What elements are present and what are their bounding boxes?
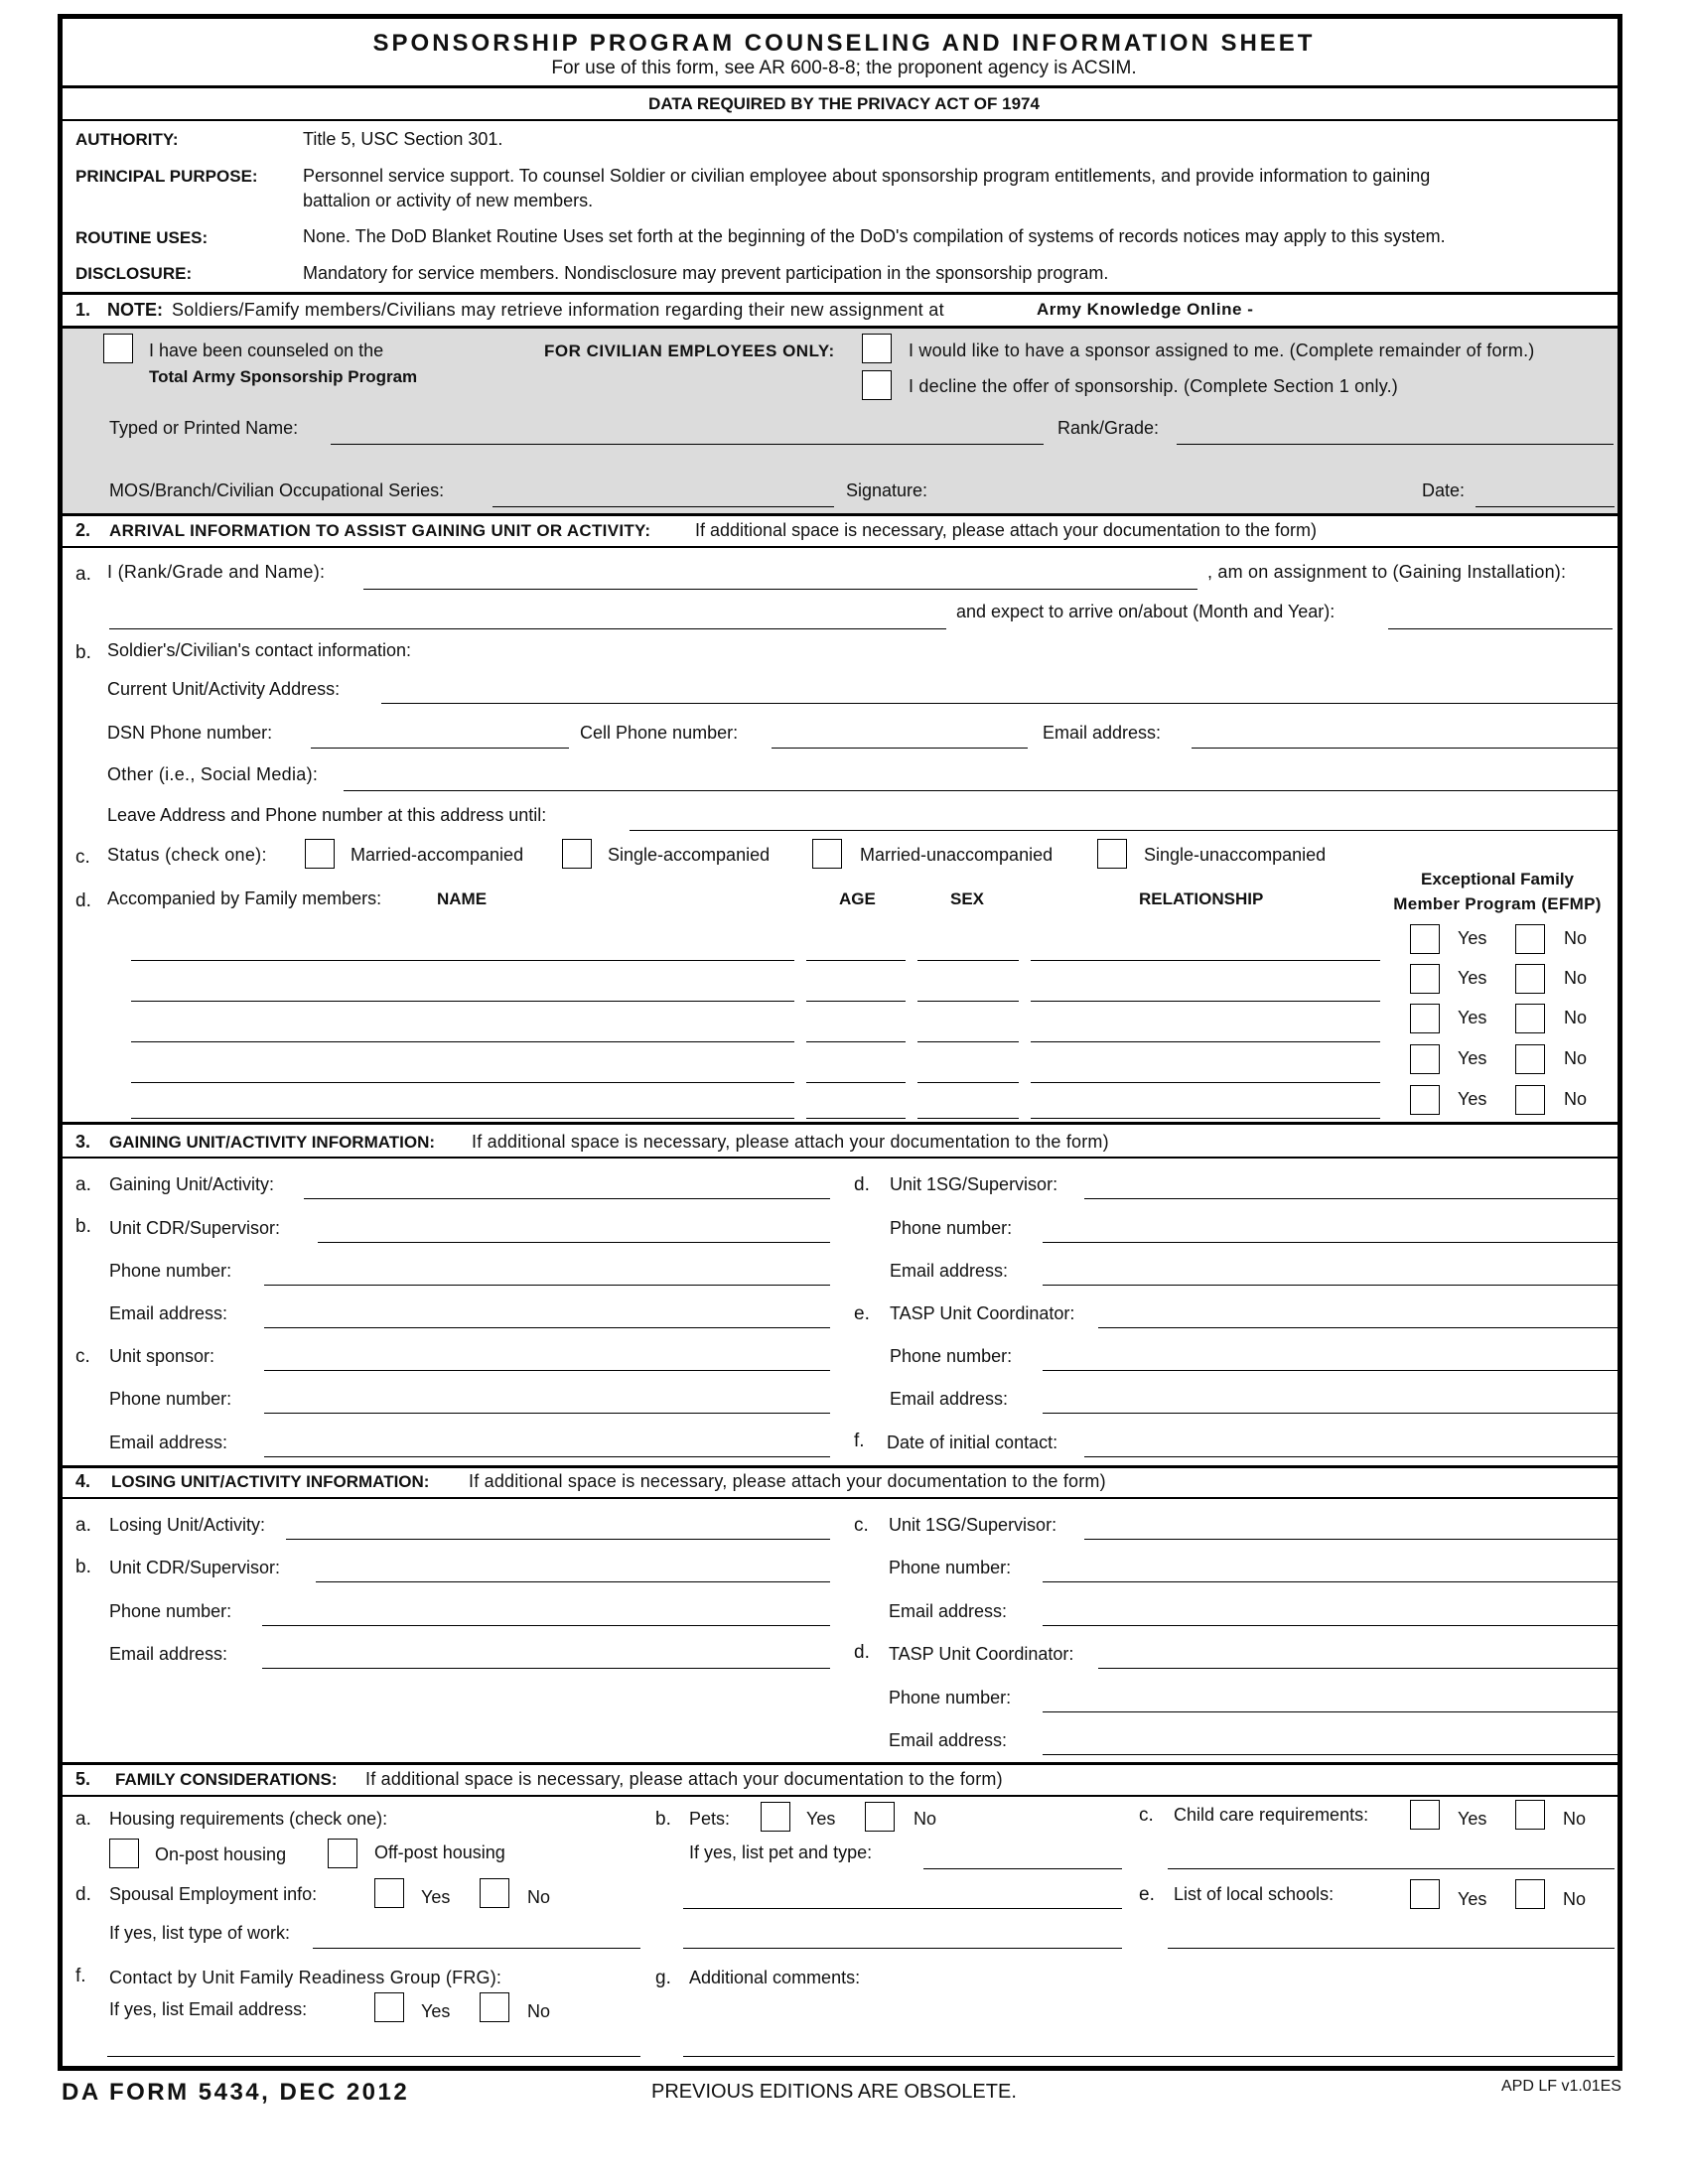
section1-note-site: Army Knowledge Online - (1037, 300, 1254, 319)
rank-grade-label: Rank/Grade: (1057, 418, 1160, 438)
decline-sponsor-checkbox[interactable] (862, 370, 892, 400)
pets-no-label: No (914, 1809, 937, 1829)
gaining-1sg-label: Unit 1SG/Supervisor: (890, 1174, 1058, 1194)
disclosure-text: Mandatory for service members. Nondisclosure may prevent participation in the sponsorship program. (303, 263, 1109, 283)
item-5g-letter: g. (655, 1968, 671, 1988)
single-unaccompanied-label: Single-unaccompanied (1144, 845, 1327, 865)
schools-no-label: No (1563, 1889, 1587, 1909)
pets-list-label: If yes, list pet and type: (689, 1843, 873, 1862)
gaining-1sg-email-label: Email address: (890, 1261, 1009, 1281)
married-unaccompanied-checkbox[interactable] (812, 839, 842, 869)
family-2-name-field[interactable] (131, 1001, 794, 1002)
sponsor-email-field[interactable] (264, 1456, 830, 1457)
section5-heading: FAMILY CONSIDERATIONS: (115, 1770, 338, 1789)
gaining-cdr-label: Unit CDR/Supervisor: (109, 1218, 281, 1238)
pets-yes-checkbox[interactable] (761, 1802, 790, 1832)
efmp-1-yes-checkbox[interactable] (1410, 924, 1440, 954)
email-label: Email address: (1043, 723, 1162, 743)
divider (58, 119, 1622, 121)
sponsor-request-checkbox[interactable] (862, 334, 892, 363)
frg-no-checkbox[interactable] (480, 1992, 509, 2022)
efmp-1-no-checkbox[interactable] (1515, 924, 1545, 954)
gaining-installation-field[interactable] (109, 628, 946, 629)
divider (58, 1122, 1622, 1125)
efmp-5-no-checkbox[interactable] (1515, 1085, 1545, 1115)
work-list-field[interactable] (313, 1948, 640, 1949)
efmp-5-yes-checkbox[interactable] (1410, 1085, 1440, 1115)
rank-name-label: I (Rank/Grade and Name): (107, 562, 326, 582)
spousal-employment-label: Spousal Employment info: (109, 1884, 318, 1904)
dsn-phone-field[interactable] (311, 748, 569, 749)
family-4-name-field[interactable] (131, 1082, 794, 1083)
date-label: Date: (1422, 480, 1466, 500)
family-5-name-field[interactable] (131, 1118, 794, 1119)
efmp-3-yes-label: Yes (1458, 1008, 1487, 1027)
date-field[interactable] (1476, 506, 1615, 507)
losing-cdr-phone-field[interactable] (262, 1625, 830, 1626)
unit-sponsor-label: Unit sponsor: (109, 1346, 215, 1366)
local-schools-label: List of local schools: (1174, 1884, 1335, 1904)
additional-comments-label: Additional comments: (689, 1968, 861, 1987)
losing-1sg-phone-field[interactable] (1043, 1581, 1622, 1582)
item-4d-letter: d. (854, 1642, 870, 1663)
efmp-2-yes-checkbox[interactable] (1410, 964, 1440, 994)
married-accompanied-checkbox[interactable] (305, 839, 335, 869)
social-media-field[interactable] (344, 790, 1622, 791)
divider (58, 1762, 1622, 1765)
losing-cdr-label: Unit CDR/Supervisor: (109, 1558, 281, 1577)
gaining-tasp-email-label: Email address: (890, 1389, 1009, 1409)
authority-label: AUTHORITY: (75, 130, 179, 149)
gaining-cdr-phone-field[interactable] (264, 1285, 830, 1286)
child-care-no-checkbox[interactable] (1515, 1800, 1545, 1830)
losing-tasp-email-field[interactable] (1043, 1754, 1622, 1755)
dsn-phone-label: DSN Phone number: (107, 723, 273, 743)
item-3e-letter: e. (854, 1303, 870, 1324)
item-2d-letter: d. (75, 890, 91, 911)
losing-cdr-email-label: Email address: (109, 1644, 228, 1664)
arrival-date-field[interactable] (1388, 628, 1613, 629)
section2-heading: ARRIVAL INFORMATION TO ASSIST GAINING UNIT OR ACTIVITY: (109, 521, 651, 540)
married-accompanied-label: Married-accompanied (351, 845, 524, 865)
cell-phone-field[interactable] (772, 748, 1028, 749)
gaining-1sg-phone-label: Phone number: (890, 1218, 1013, 1238)
spousal-yes-checkbox[interactable] (374, 1878, 404, 1908)
cell-phone-label: Cell Phone number: (580, 723, 739, 743)
form-title: SPONSORSHIP PROGRAM COUNSELING AND INFORMATION SHEET (372, 30, 1316, 57)
mos-label: MOS/Branch/Civilian Occupational Series: (109, 480, 445, 500)
privacy-heading: DATA REQUIRED BY THE PRIVACY ACT OF 1974 (648, 94, 1040, 113)
section2-heading-note: If additional space is necessary, please attach your documentation to the form) (695, 520, 1318, 540)
col-name-header: NAME (437, 889, 488, 908)
routine-text: None. The DoD Blanket Routine Uses set forth at the beginning of the DoD's compilation of systems of records notices may apply to this system. (303, 226, 1446, 246)
rank-name-field[interactable] (363, 589, 1197, 590)
losing-1sg-phone-label: Phone number: (889, 1558, 1012, 1577)
frg-yes-label: Yes (421, 2001, 451, 2021)
section1-note-label: NOTE: (107, 300, 163, 320)
section5-heading-note: If additional space is necessary, please attach your documentation to the form) (365, 1769, 1003, 1789)
gaining-tasp-phone-field[interactable] (1043, 1370, 1622, 1371)
losing-tasp-label: TASP Unit Coordinator: (889, 1644, 1074, 1664)
family-2-relationship-field[interactable] (1031, 1001, 1380, 1002)
col-sex-header: SEX (950, 889, 985, 908)
efmp-2-no-label: No (1564, 968, 1588, 988)
frg-no-label: No (527, 2001, 551, 2021)
item-5d-letter: d. (75, 1884, 91, 1905)
efmp-4-no-label: No (1564, 1048, 1588, 1068)
unit-sponsor-field[interactable] (264, 1370, 830, 1371)
spousal-yes-label: Yes (421, 1887, 451, 1907)
efmp-1-yes-label: Yes (1458, 928, 1487, 948)
family-members-label: Accompanied by Family members: (107, 888, 382, 908)
family-3-age-field[interactable] (806, 1041, 906, 1042)
efmp-header-cont: Member Program (EFMP) (1393, 894, 1602, 913)
losing-1sg-email-field[interactable] (1043, 1625, 1622, 1626)
decline-sponsor-text: I decline the offer of sponsorship. (Complete Section 1 only.) (909, 376, 1398, 396)
efmp-4-yes-label: Yes (1458, 1048, 1487, 1068)
pets-list-field-3[interactable] (683, 1948, 1122, 1949)
family-1-age-field[interactable] (806, 960, 906, 961)
family-5-relationship-field[interactable] (1031, 1118, 1380, 1119)
gaining-tasp-email-field[interactable] (1043, 1413, 1622, 1414)
efmp-3-yes-checkbox[interactable] (1410, 1004, 1440, 1033)
section4-heading: LOSING UNIT/ACTIVITY INFORMATION: (111, 1472, 430, 1491)
item-2a-letter: a. (75, 564, 91, 585)
losing-unit-label: Losing Unit/Activity: (109, 1515, 266, 1535)
section4-heading-note: If additional space is necessary, please attach your documentation to the form) (469, 1471, 1106, 1491)
divider (58, 1795, 1622, 1797)
counseled-program: Total Army Sponsorship Program (149, 367, 418, 386)
frg-email-field[interactable] (107, 2056, 640, 2057)
off-post-housing-checkbox[interactable] (328, 1839, 357, 1868)
item-5f-letter: f. (75, 1966, 86, 1986)
family-1-relationship-field[interactable] (1031, 960, 1380, 961)
form-number: DA FORM 5434, DEC 2012 (62, 2079, 410, 2106)
family-4-sex-field[interactable] (917, 1082, 1019, 1083)
family-1-name-field[interactable] (131, 960, 794, 961)
efmp-5-no-label: No (1564, 1089, 1588, 1109)
gaining-unit-field[interactable] (304, 1198, 830, 1199)
obsolete-notice: PREVIOUS EDITIONS ARE OBSOLETE. (651, 2081, 1017, 2103)
section3-heading: GAINING UNIT/ACTIVITY INFORMATION: (109, 1133, 436, 1152)
family-2-sex-field[interactable] (917, 1001, 1019, 1002)
married-unaccompanied-label: Married-unaccompanied (860, 845, 1054, 865)
divider (58, 292, 1622, 295)
rank-grade-field[interactable] (1177, 444, 1614, 445)
pets-no-checkbox[interactable] (865, 1802, 895, 1832)
gaining-tasp-field[interactable] (1098, 1327, 1622, 1328)
item-5e-letter: e. (1139, 1884, 1155, 1905)
child-care-field[interactable] (1168, 1868, 1615, 1869)
schools-no-checkbox[interactable] (1515, 1879, 1545, 1909)
item-3d-letter: d. (854, 1174, 870, 1195)
efmp-2-yes-label: Yes (1458, 968, 1487, 988)
item-4b-letter: b. (75, 1557, 91, 1577)
item-2c-letter: c. (75, 847, 90, 868)
losing-1sg-email-label: Email address: (889, 1601, 1008, 1621)
additional-comments-field[interactable] (683, 2056, 1615, 2057)
gaining-cdr-phone-label: Phone number: (109, 1261, 232, 1281)
email-field[interactable] (1192, 748, 1622, 749)
gaining-unit-label: Gaining Unit/Activity: (109, 1174, 275, 1194)
family-5-sex-field[interactable] (917, 1118, 1019, 1119)
schools-yes-checkbox[interactable] (1410, 1879, 1440, 1909)
housing-label: Housing requirements (check one): (109, 1809, 388, 1829)
off-post-housing-label: Off-post housing (374, 1843, 505, 1862)
family-4-relationship-field[interactable] (1031, 1082, 1380, 1083)
divider (58, 85, 1622, 88)
losing-1sg-label: Unit 1SG/Supervisor: (889, 1515, 1057, 1535)
child-care-label: Child care requirements: (1174, 1805, 1369, 1825)
item-4a-letter: a. (75, 1515, 91, 1536)
on-post-housing-checkbox[interactable] (109, 1839, 139, 1868)
printed-name-label: Typed or Printed Name: (109, 418, 299, 438)
losing-tasp-field[interactable] (1098, 1668, 1622, 1669)
pets-label: Pets: (689, 1809, 731, 1829)
efmp-header: Exceptional Family (1421, 870, 1574, 888)
pets-yes-label: Yes (806, 1809, 836, 1829)
counseled-text: I have been counseled on the (149, 341, 384, 360)
efmp-3-no-checkbox[interactable] (1515, 1004, 1545, 1033)
mos-field[interactable] (492, 506, 834, 507)
initial-contact-field[interactable] (1084, 1456, 1622, 1457)
section1-number: 1. (75, 300, 91, 320)
spousal-no-label: No (527, 1887, 551, 1907)
efmp-4-no-checkbox[interactable] (1515, 1044, 1545, 1074)
section2-number: 2. (75, 520, 91, 540)
section3-number: 3. (75, 1132, 91, 1152)
gaining-installation-label: , am on assignment to (Gaining Installation): (1207, 562, 1567, 582)
social-media-label: Other (i.e., Social Media): (107, 764, 319, 784)
current-unit-label: Current Unit/Activity Address: (107, 679, 341, 699)
divider (58, 1497, 1622, 1499)
gaining-1sg-field[interactable] (1084, 1198, 1622, 1199)
losing-cdr-field[interactable] (316, 1581, 830, 1582)
printed-name-field[interactable] (331, 444, 1044, 445)
family-3-name-field[interactable] (131, 1041, 794, 1042)
item-5c-letter: c. (1139, 1805, 1154, 1826)
family-2-age-field[interactable] (806, 1001, 906, 1002)
item-3f-letter: f. (854, 1431, 865, 1451)
routine-label: ROUTINE USES: (75, 228, 209, 247)
losing-tasp-email-label: Email address: (889, 1730, 1008, 1750)
losing-1sg-field[interactable] (1084, 1539, 1622, 1540)
work-list-label: If yes, list type of work: (109, 1923, 291, 1943)
version-label: APD LF v1.01ES (1501, 2078, 1621, 2095)
spousal-no-checkbox[interactable] (480, 1878, 509, 1908)
item-3b-letter: b. (75, 1216, 91, 1237)
divider (58, 513, 1622, 516)
authority-text: Title 5, USC Section 301. (303, 129, 503, 149)
pets-list-field-2[interactable] (683, 1908, 1122, 1909)
gaining-tasp-phone-label: Phone number: (890, 1346, 1013, 1366)
section1-note-text: Soldiers/Famify members/Civilians may retrieve information regarding their new assignment at (172, 300, 944, 320)
efmp-2-no-checkbox[interactable] (1515, 964, 1545, 994)
on-post-housing-label: On-post housing (155, 1844, 287, 1864)
contact-info-label: Soldier's/Civilian's contact information: (107, 640, 411, 660)
local-schools-field[interactable] (1168, 1948, 1615, 1949)
efmp-5-yes-label: Yes (1458, 1089, 1487, 1109)
signature-label: Signature: (846, 480, 928, 500)
sponsor-phone-field[interactable] (264, 1413, 830, 1414)
losing-tasp-phone-label: Phone number: (889, 1688, 1012, 1707)
gaining-1sg-email-field[interactable] (1043, 1285, 1622, 1286)
section4-number: 4. (75, 1471, 91, 1491)
purpose-text-cont: battalion or activity of new members. (303, 191, 594, 210)
single-unaccompanied-checkbox[interactable] (1097, 839, 1127, 869)
counseled-checkbox[interactable] (103, 334, 133, 363)
efmp-3-no-label: No (1564, 1008, 1588, 1027)
item-3a-letter: a. (75, 1174, 91, 1195)
losing-tasp-phone-field[interactable] (1043, 1711, 1622, 1712)
frg-email-label: If yes, list Email address: (109, 1999, 308, 2019)
item-5a-letter: a. (75, 1809, 91, 1830)
gaining-tasp-label: TASP Unit Coordinator: (890, 1303, 1075, 1323)
civilian-only-label: FOR CIVILIAN EMPLOYEES ONLY: (544, 341, 835, 360)
current-unit-field[interactable] (381, 703, 1622, 704)
gaining-cdr-email-label: Email address: (109, 1303, 228, 1323)
family-3-relationship-field[interactable] (1031, 1041, 1380, 1042)
losing-unit-field[interactable] (286, 1539, 830, 1540)
divider (58, 326, 1622, 329)
gaining-cdr-email-field[interactable] (264, 1327, 830, 1328)
leave-address-field[interactable] (630, 830, 1622, 831)
status-label: Status (check one): (107, 845, 267, 865)
item-5b-letter: b. (655, 1809, 671, 1830)
frg-label: Contact by Unit Family Readiness Group (FRG): (109, 1968, 502, 1987)
family-5-age-field[interactable] (806, 1118, 906, 1119)
section5-number: 5. (75, 1769, 91, 1789)
section3-heading-note: If additional space is necessary, please attach your documentation to the form) (472, 1132, 1109, 1152)
col-age-header: AGE (839, 889, 876, 908)
item-4c-letter: c. (854, 1515, 869, 1536)
divider (58, 546, 1622, 548)
purpose-text: Personnel service support. To counsel Soldier or civilian employee about sponsorship program entitlements, and provide information to gaining (303, 166, 1431, 186)
item-2b-letter: b. (75, 642, 91, 663)
family-3-sex-field[interactable] (917, 1041, 1019, 1042)
gaining-cdr-field[interactable] (318, 1242, 830, 1243)
pets-list-field[interactable] (923, 1868, 1122, 1869)
gaining-1sg-phone-field[interactable] (1043, 1242, 1622, 1243)
purpose-label: PRINCIPAL PURPOSE: (75, 167, 258, 186)
single-accompanied-label: Single-accompanied (608, 845, 771, 865)
single-accompanied-checkbox[interactable] (562, 839, 592, 869)
divider (58, 1465, 1622, 1468)
item-3c-letter: c. (75, 1346, 90, 1367)
losing-cdr-email-field[interactable] (262, 1668, 830, 1669)
schools-yes-label: Yes (1458, 1889, 1487, 1909)
sponsor-request-text: I would like to have a sponsor assigned to me. (Complete remainder of form.) (909, 341, 1535, 360)
form-subtitle: For use of this form, see AR 600-8-8; the proponent agency is ACSIM. (551, 58, 1137, 78)
family-1-sex-field[interactable] (917, 960, 1019, 961)
family-4-age-field[interactable] (806, 1082, 906, 1083)
efmp-4-yes-checkbox[interactable] (1410, 1044, 1440, 1074)
losing-cdr-phone-label: Phone number: (109, 1601, 232, 1621)
child-care-yes-checkbox[interactable] (1410, 1800, 1440, 1830)
efmp-1-no-label: No (1564, 928, 1588, 948)
frg-yes-checkbox[interactable] (374, 1992, 404, 2022)
leave-address-label: Leave Address and Phone number at this address until: (107, 805, 547, 825)
sponsor-email-label: Email address: (109, 1433, 228, 1452)
child-care-yes-label: Yes (1458, 1809, 1487, 1829)
sponsor-phone-label: Phone number: (109, 1389, 232, 1409)
child-care-no-label: No (1563, 1809, 1587, 1829)
disclosure-label: DISCLOSURE: (75, 264, 193, 283)
initial-contact-label: Date of initial contact: (887, 1433, 1058, 1452)
divider (58, 1157, 1622, 1159)
col-relationship-header: RELATIONSHIP (1139, 889, 1264, 908)
arrival-date-label: and expect to arrive on/about (Month and Year): (956, 602, 1336, 621)
